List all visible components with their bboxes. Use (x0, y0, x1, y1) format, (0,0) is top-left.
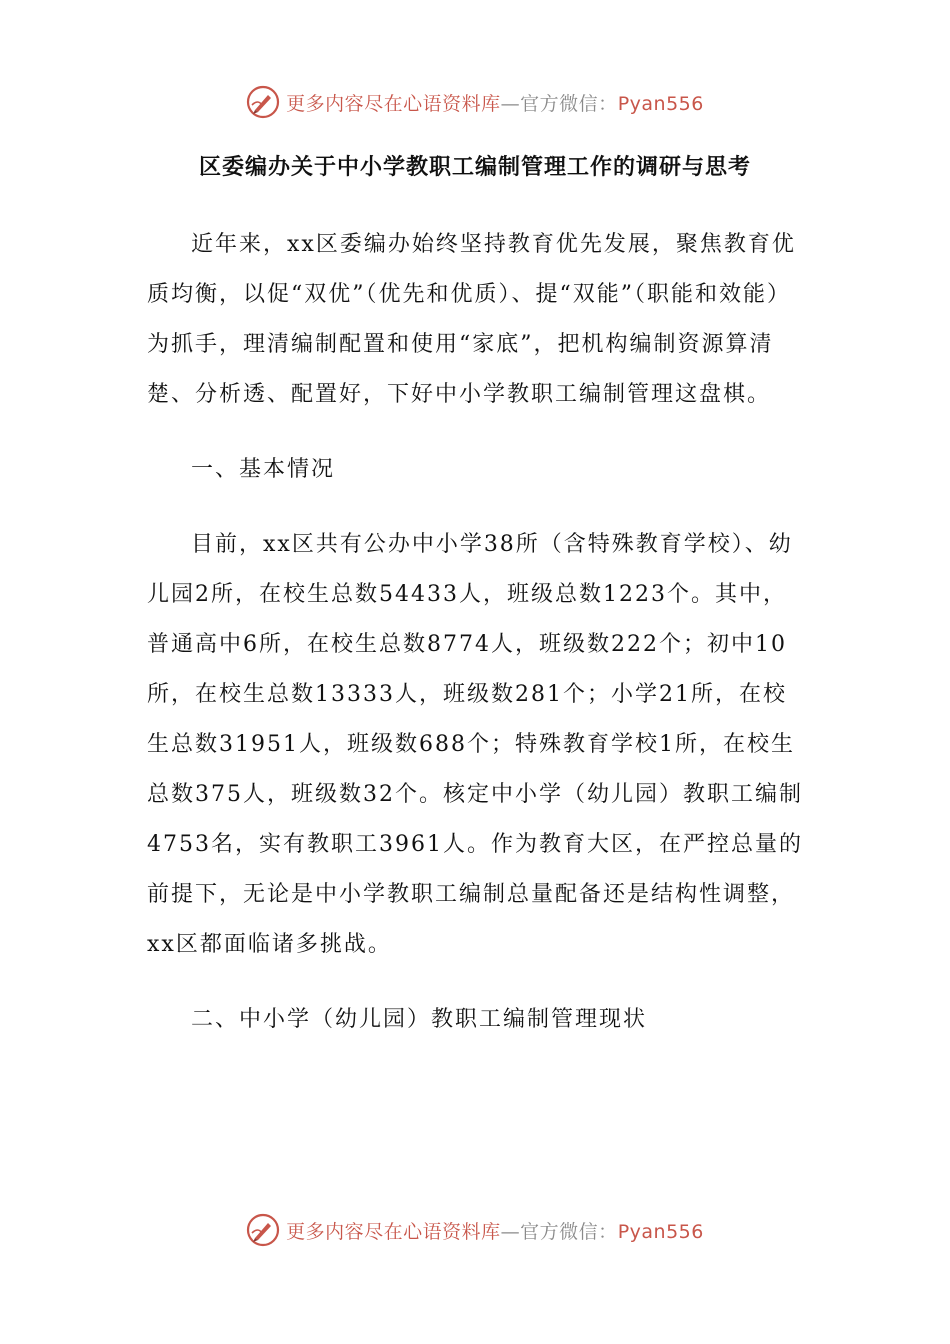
paragraph-basic-situation: 目前，xx区共有公办中小学38所（含特殊教育学校）、幼儿园2所，在校生总数54433人，班级总数1223个。其中，普通高中6所，在校生总数8774人，班级数222个；初中10所，在校生总数13333人，班级数281个；小学21所，在校生总数31951人，班级数688个；特殊教育学校1所，在校生总数375人，班级数32个。核定中小学（幼儿园）教职工编制4753名，实有教职工3961人。作为教育大区，在严控总量的前提下，无论是中小学教职工编制总量配备还是结构性调整，xx区都面临诸多挑战。 (147, 532, 803, 957)
watermark-inner (246, 85, 704, 119)
watermark-text (286, 89, 704, 116)
section-heading-basic: 一、基本情况 (191, 457, 336, 482)
watermark-label: 官方微信： (520, 1220, 618, 1243)
watermark-id: Pyan556 (617, 92, 704, 115)
document-title: 区委编办关于中小学教职工编制管理工作的调研与思考 (198, 155, 751, 180)
watermark-text (286, 1217, 704, 1244)
section-heading-status: 二、中小学（幼儿园）教职工编制管理现状 (191, 1007, 648, 1032)
pen-logo-icon (246, 85, 280, 119)
pen-logo-icon (246, 1213, 280, 1247)
watermark-footer (0, 1210, 950, 1250)
watermark-label: 官方微信： (520, 92, 618, 115)
watermark-dash: — (500, 92, 521, 115)
watermark-inner-footer (246, 1213, 704, 1247)
watermark-main-text: 更多内容尽在心语资料库 (286, 92, 501, 115)
document-body (147, 220, 807, 1070)
paragraph-intro: 近年来，xx区委编办始终坚持教育优先发展，聚焦教育优质均衡，以促“双优”（优先和优质）、提“双能”（职能和效能）为抓手，理清编制配置和使用“家底”，把机构编制资源算清楚、分析透、配置好，下好中小学教职工编制管理这盘棋。 (147, 232, 796, 407)
watermark-dash: — (500, 1220, 521, 1243)
watermark-main-text: 更多内容尽在心语资料库 (286, 1220, 501, 1243)
watermark-id: Pyan556 (617, 1220, 704, 1243)
watermark-header (0, 82, 950, 122)
